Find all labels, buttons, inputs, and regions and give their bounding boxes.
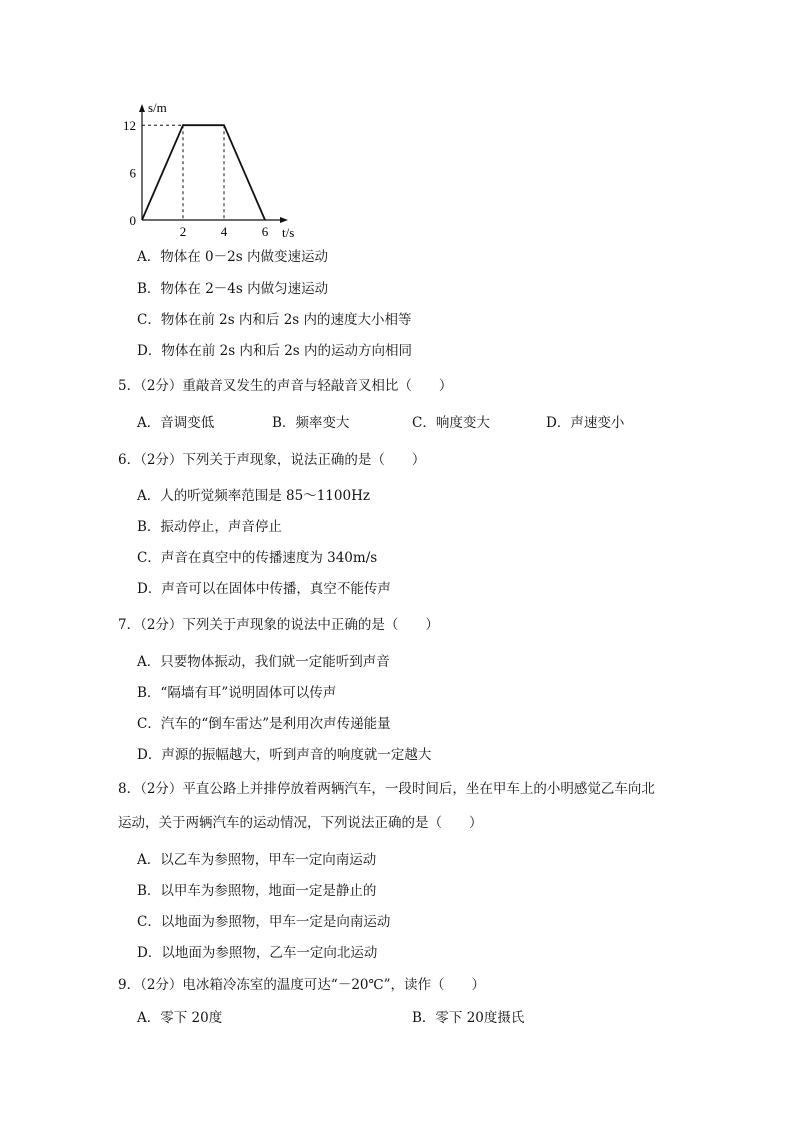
q8-option-b[interactable]: B．以甲车为参照物，地面一定是静止的 <box>137 883 377 899</box>
series-line <box>142 125 265 220</box>
y-axis-arrow <box>139 104 145 112</box>
q5-option-b[interactable]: B．频率变大 <box>272 415 350 431</box>
q6-option-b[interactable]: B．振动停止，声音停止 <box>137 519 282 535</box>
x-axis-arrow <box>280 217 288 223</box>
q8-stem-line1: 8．（2分）平直公路上并排停放着两辆汽车，一段时间后，坐在甲车上的小明感觉乙车向北 <box>118 781 655 797</box>
displacement-time-graph <box>118 96 298 238</box>
x-tick-4: 4 <box>220 224 228 238</box>
q7-option-b[interactable]: B．“隔墙有耳”说明固体可以传声 <box>137 685 337 701</box>
q6-option-a[interactable]: A．人的听觉频率范围是 85～1100Hz <box>137 488 370 504</box>
x-tick-2: 2 <box>179 224 187 238</box>
y-tick-6: 6 <box>129 165 136 181</box>
q9-option-a[interactable]: A．零下 20度 <box>137 1010 223 1026</box>
q4-option-b[interactable]: B．物体在 2－4s 内做匀速运动 <box>137 281 329 297</box>
q9-stem: 9．（2分）电冰箱冷冻室的温度可达“－20℃”，读作（ ） <box>118 977 486 993</box>
y-tick-12: 12 <box>123 118 136 134</box>
q9-option-b[interactable]: B．零下 20度摄氏 <box>412 1010 525 1026</box>
q4-option-c[interactable]: C．物体在前 2s 内和后 2s 内的速度大小相等 <box>137 312 412 328</box>
q5-option-c[interactable]: C．响度变大 <box>412 415 490 431</box>
q5-option-d[interactable]: D．声速变小 <box>546 415 625 431</box>
q6-option-c[interactable]: C．声音在真空中的传播速度为 340m/s <box>137 550 378 566</box>
q8-option-d[interactable]: D．以地面为参照物，乙车一定向北运动 <box>137 945 378 961</box>
q6-option-d[interactable]: D．声音可以在固体中传播，真空不能传声 <box>137 581 391 597</box>
q7-option-a[interactable]: A．只要物体振动，我们就一定能听到声音 <box>137 654 390 670</box>
graph-axes <box>139 104 288 223</box>
q7-option-d[interactable]: D．声源的振幅越大，听到声音的响度就一定越大 <box>137 747 432 763</box>
y-tick-0: 0 <box>129 213 136 228</box>
q8-option-a[interactable]: A．以乙车为参照物，甲车一定向南运动 <box>137 852 377 868</box>
q5-option-a[interactable]: A．音调变低 <box>137 415 215 431</box>
q8-stem-line2: 运动，关于两辆汽车的运动情况，下列说法正确的是（ ） <box>118 815 483 831</box>
q7-stem: 7．（2分）下列关于声现象的说法中正确的是（ ） <box>118 617 439 633</box>
x-axis-label: t/s <box>282 225 295 238</box>
q4-option-a[interactable]: A．物体在 0－2s 内做变速运动 <box>137 249 328 265</box>
q5-stem: 5．（2分）重敲音叉发生的声音与轻敲音叉相比（ ） <box>118 378 453 394</box>
x-tick-6: 6 <box>261 224 269 238</box>
q4-option-d[interactable]: D．物体在前 2s 内和后 2s 内的运动方向相同 <box>137 343 413 359</box>
q8-option-c[interactable]: C．以地面为参照物，甲车一定是向南运动 <box>137 914 391 930</box>
q6-stem: 6．（2分）下列关于声现象，说法正确的是（ ） <box>118 452 426 468</box>
y-axis-label: s/m <box>148 100 167 115</box>
q7-option-c[interactable]: C．汽车的“倒车雷达”是利用次声传递能量 <box>137 716 391 732</box>
